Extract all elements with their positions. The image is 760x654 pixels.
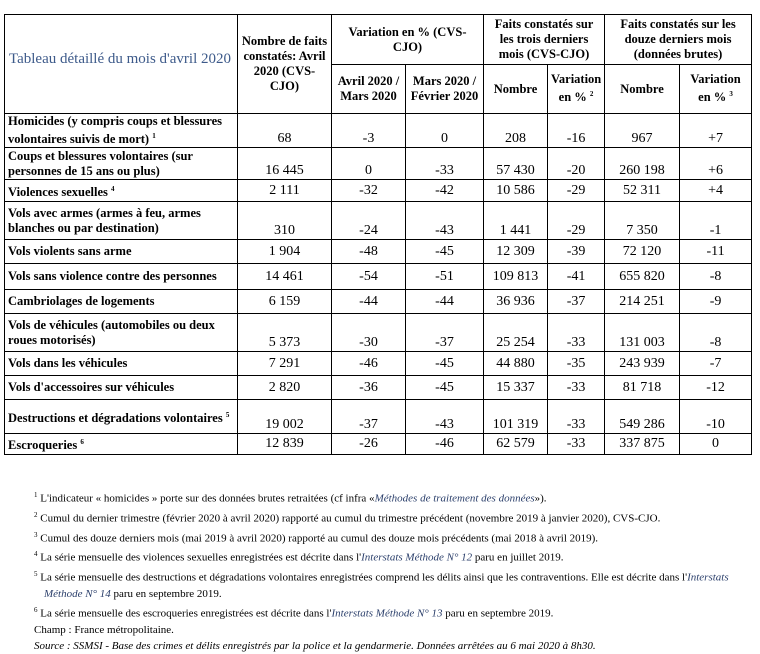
twelve-months-count-cell: 549 286 (605, 400, 680, 434)
row-label: Violences sexuelles $^4$ (5, 180, 238, 202)
twelve-months-variation-cell: -8 (680, 314, 752, 352)
three-months-count-cell: 62 579 (484, 434, 548, 455)
table-row (5, 148, 752, 180)
twelve-months-variation-cell: -1 (680, 202, 752, 240)
variation-march-february-cell: -44 (406, 290, 484, 314)
footnote-3: $^3$ Cumul des douze derniers mois (mai 2019 à avril 2020) rapporté au cumul des douze mois précédents (mai 2018 à avril 2019). (34, 530, 599, 545)
variation-april-march-cell: -32 (332, 180, 406, 202)
count-cell: 2 820 (238, 376, 332, 400)
row-label: Vols dans les véhicules (5, 352, 238, 376)
variation-april-march-cell: 0 (332, 148, 406, 180)
three-months-variation-cell: -39 (548, 240, 605, 264)
table-row (5, 240, 752, 264)
variation-april-march-cell: -46 (332, 352, 406, 376)
twelve-months-count-cell: 243 939 (605, 352, 680, 376)
count-cell: 2 111 (238, 180, 332, 202)
twelve-months-variation-cell: -7 (680, 352, 752, 376)
twelve-months-count-cell: 131 003 (605, 314, 680, 352)
header-three-months-variation: Variation en % $^2$ (548, 65, 605, 114)
three-months-count-cell: 109 813 (484, 264, 548, 290)
twelve-months-variation-cell: 0 (680, 434, 752, 455)
row-label: Destructions et dégradations volontaires $^5$ (5, 400, 238, 434)
three-months-count-cell: 1 441 (484, 202, 548, 240)
row-label: Escroqueries $^6$ (5, 434, 238, 455)
twelve-months-count-cell: 967 (605, 114, 680, 148)
row-label: Vols avec armes (armes à feu, armes blanches ou par destination) (5, 202, 238, 240)
three-months-count-cell: 15 337 (484, 376, 548, 400)
twelve-months-variation-cell: -9 (680, 290, 752, 314)
source-note: Source : SSMSI - Base des crimes et délits enregistrés par la police et la gendarmerie. Données arrêtées au 6 mai 2020 à 8h30. (34, 639, 596, 652)
variation-march-february-cell: -43 (406, 202, 484, 240)
header-twelve-months-variation: Variation en % $^3$ (680, 65, 752, 114)
variation-march-february-cell: -37 (406, 314, 484, 352)
header-three-months-group: Faits constatés sur les trois derniers mois (CVS-CJO) (484, 15, 605, 65)
header-twelve-months-group: Faits constatés sur les douze derniers mois (données brutes) (605, 15, 752, 65)
variation-april-march-cell: -24 (332, 202, 406, 240)
footnote-6: $^6$ La série mensuelle des escroqueries enregistrées est décrite dans l'Interstats Méthode N° 13 paru en septembre 2019. (34, 605, 554, 620)
twelve-months-count-cell: 260 198 (605, 148, 680, 180)
footnote-1: $^1$ L'indicateur « homicides » porte sur des données brutes retraitées (cf infra «Méthodes de traitement des données»). (34, 491, 547, 505)
three-months-variation-cell: -29 (548, 202, 605, 240)
three-months-variation-cell: -16 (548, 114, 605, 148)
variation-march-february-cell: -46 (406, 434, 484, 455)
header-march-february: Mars 2020 / Février 2020 (406, 65, 484, 114)
three-months-count-cell: 12 309 (484, 240, 548, 264)
count-cell: 14 461 (238, 264, 332, 290)
count-cell: 5 373 (238, 314, 332, 352)
table-row (5, 114, 752, 148)
stats-table (4, 14, 752, 455)
page-title: Tableau détaillé du mois d'avril 2020 (8, 51, 231, 67)
variation-april-march-cell: -44 (332, 290, 406, 314)
three-months-variation-cell: -41 (548, 264, 605, 290)
count-cell: 68 (238, 114, 332, 148)
twelve-months-variation-cell: +7 (680, 114, 752, 148)
variation-march-february-cell: -33 (406, 148, 484, 180)
variation-april-march-cell: -54 (332, 264, 406, 290)
twelve-months-variation-cell: +4 (680, 180, 752, 202)
variation-march-february-cell: -42 (406, 180, 484, 202)
header-twelve-months-count: Nombre (605, 65, 680, 114)
table-row (5, 434, 752, 455)
variation-april-march-cell: -37 (332, 400, 406, 434)
three-months-variation-cell: -35 (548, 352, 605, 376)
row-label: Vols d'accessoires sur véhicules (5, 376, 238, 400)
row-label: Homicides (y compris coups et blessures volontaires suivis de mort) $^1$ (5, 114, 238, 148)
variation-april-march-cell: -48 (332, 240, 406, 264)
twelve-months-variation-cell: -8 (680, 264, 752, 290)
row-label: Vols violents sans arme (5, 240, 238, 264)
row-label: Cambriolages de logements (5, 290, 238, 314)
count-cell: 6 159 (238, 290, 332, 314)
twelve-months-variation-cell: -10 (680, 400, 752, 434)
three-months-variation-cell: -33 (548, 434, 605, 455)
three-months-variation-cell: -33 (548, 314, 605, 352)
three-months-variation-cell: -33 (548, 400, 605, 434)
three-months-count-cell: 36 936 (484, 290, 548, 314)
three-months-count-cell: 44 880 (484, 352, 548, 376)
variation-march-february-cell: -51 (406, 264, 484, 290)
twelve-months-count-cell: 7 350 (605, 202, 680, 240)
variation-april-march-cell: -3 (332, 114, 406, 148)
table-row (5, 314, 752, 352)
footnote-4: $^4$ La série mensuelle des violences sexuelles enregistrées est décrite dans l'Interstats Méthode N° 12 paru en juillet 2019. (34, 550, 564, 564)
header-count: Nombre de faits constatés: Avril 2020 (CVS-CJO) (238, 15, 332, 114)
header-april-march: Avril 2020 / Mars 2020 (332, 65, 406, 114)
three-months-variation-cell: -20 (548, 148, 605, 180)
count-cell: 19 002 (238, 400, 332, 434)
twelve-months-count-cell: 337 875 (605, 434, 680, 455)
footnote-5: $^5$ La série mensuelle des destructions et dégradations volontaires enregistrées comprend les délits ainsi que les contraventions. Elle est décrite dans l'Interstats Méthode N° 14 paru en septembre 2019. (34, 570, 729, 600)
count-cell: 310 (238, 202, 332, 240)
variation-april-march-cell: -30 (332, 314, 406, 352)
variation-april-march-cell: -26 (332, 434, 406, 455)
three-months-variation-cell: -33 (548, 376, 605, 400)
variation-march-february-cell: -43 (406, 400, 484, 434)
row-label: Vols de véhicules (automobiles ou deux roues motorisés) (5, 314, 238, 352)
row-label: Coups et blessures volontaires (sur personnes de 15 ans ou plus) (5, 148, 238, 180)
count-cell: 1 904 (238, 240, 332, 264)
count-cell: 7 291 (238, 352, 332, 376)
footnotes (34, 487, 754, 654)
three-months-count-cell: 57 430 (484, 148, 548, 180)
three-months-count-cell: 25 254 (484, 314, 548, 352)
twelve-months-variation-cell: +6 (680, 148, 752, 180)
twelve-months-variation-cell: -11 (680, 240, 752, 264)
twelve-months-count-cell: 214 251 (605, 290, 680, 314)
footnote-2: $^2$ Cumul du dernier trimestre (février 2020 à avril 2020) rapporté au cumul du trimestre précédent (novembre 2019 à janvier 2020), CVS-CJO. (34, 510, 661, 525)
header-three-months-count: Nombre (484, 65, 548, 114)
variation-march-february-cell: 0 (406, 114, 484, 148)
table-row (5, 180, 752, 202)
scope-note: Champ : France métropolitaine. (34, 623, 174, 636)
three-months-variation-cell: -29 (548, 180, 605, 202)
table-row (5, 400, 752, 434)
twelve-months-count-cell: 655 820 (605, 264, 680, 290)
header-variation-group: Variation en % (CVS-CJO) (332, 15, 484, 65)
table-row (5, 352, 752, 376)
three-months-variation-cell: -37 (548, 290, 605, 314)
count-cell: 16 445 (238, 148, 332, 180)
variation-march-february-cell: -45 (406, 376, 484, 400)
table-row (5, 290, 752, 314)
twelve-months-variation-cell: -12 (680, 376, 752, 400)
twelve-months-count-cell: 72 120 (605, 240, 680, 264)
variation-april-march-cell: -36 (332, 376, 406, 400)
empty-corner (5, 15, 238, 114)
twelve-months-count-cell: 81 718 (605, 376, 680, 400)
table-row (5, 202, 752, 240)
variation-march-february-cell: -45 (406, 240, 484, 264)
table-row (5, 376, 752, 400)
table-row (5, 264, 752, 290)
variation-march-february-cell: -45 (406, 352, 484, 376)
count-cell: 12 839 (238, 434, 332, 455)
three-months-count-cell: 10 586 (484, 180, 548, 202)
three-months-count-cell: 101 319 (484, 400, 548, 434)
row-label: Vols sans violence contre des personnes (5, 264, 238, 290)
three-months-count-cell: 208 (484, 114, 548, 148)
twelve-months-count-cell: 52 311 (605, 180, 680, 202)
